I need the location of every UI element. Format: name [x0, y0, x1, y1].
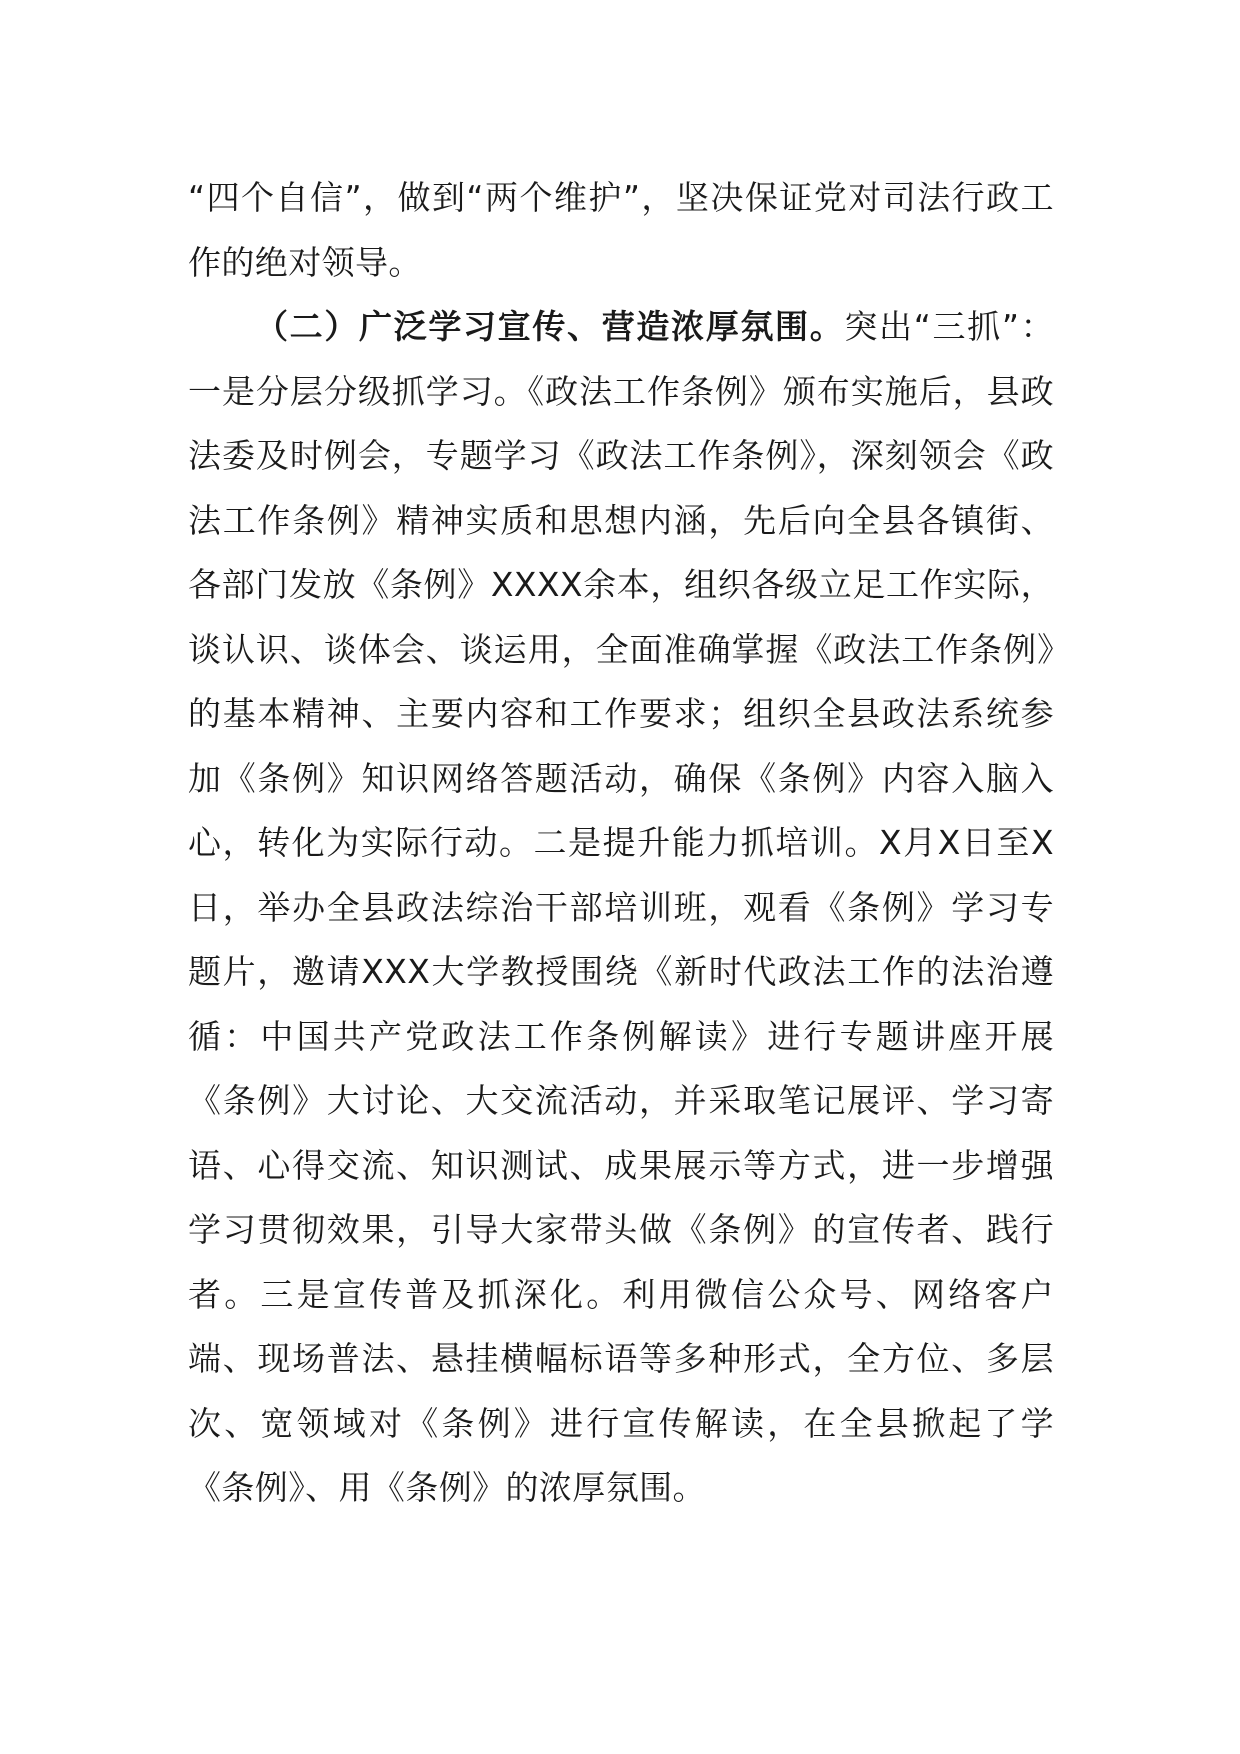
section-body: 突出“三抓”：一是分层分级抓学习。《政法工作条例》颁布实施后，县政法委及时例会，专题学习《政法工作条例》，深刻领会《政法工作条例》精神实质和思想内涵，先后向全县各镇街、各部门发放《条例》XXXX余本，组织各级立足工作实际，谈认识、谈体会、谈运用，全面准确掌握《政法工作条例》的基本精神、主要内容和工作要求；组织全县政法系统参加《条例》知识网络答题活动，确保《条例》内容入脑入心，转化为实际行动。二是提升能力抓培训。X月X日至X日，举办全县政法综治干部培训班，观看《条例》学习专题片，邀请XXX大学教授围绕《新时代政法工作的法治遵循：中国共产党政法工作条例解读》进行专题讲座开展《条例》大讨论、大交流活动，并采取笔记展评、学习寄语、心得交流、知识测试、成果展示等方式，进一步增强学习贯彻效果，引导大家带头做《条例》的宣传者、践行者。三是宣传普及抓深化。利用微信公众号、网络客户端、现场普法、悬挂横幅标语等多种形式，全方位、多层次、宽领域对《条例》进行宣传解读，在全县掀起了学《条例》、用《条例》的浓厚氛围。 — [188, 307, 1054, 1507]
paragraph-section-two — [188, 295, 1054, 1521]
paragraph-continuation — [188, 166, 1054, 295]
document-page — [188, 166, 1054, 1521]
section-heading: （二）广泛学习宣传、营造浓厚氛围。 — [255, 307, 845, 346]
paragraph-text: “四个自信”，做到“两个维护”，坚决保证党对司法行政工作的绝对领导。 — [188, 178, 1054, 282]
